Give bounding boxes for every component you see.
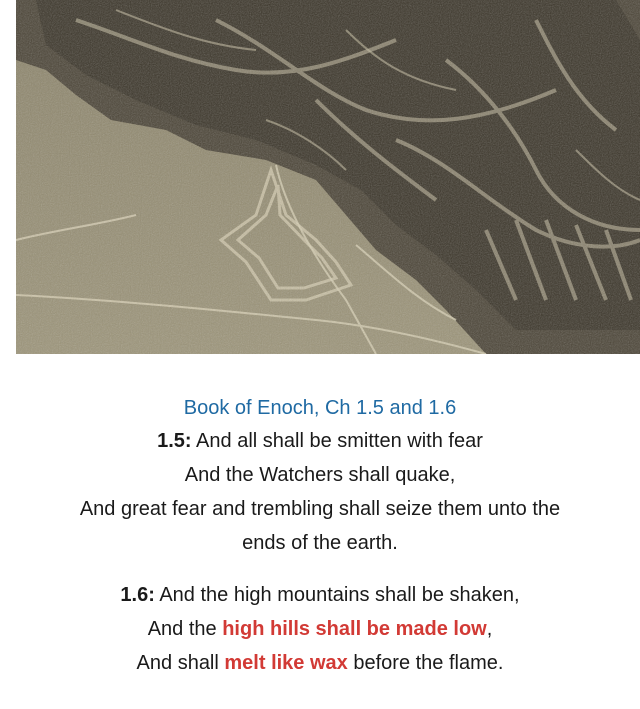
verse-text: before the flame. (347, 652, 504, 674)
highlight-text: melt like wax (224, 652, 348, 674)
verse-text: And all shall be smitten with fear (191, 430, 483, 452)
verse-number: 1.5: (157, 430, 192, 452)
citation-title: Book of Enoch, Ch 1.5 and 1.6 (183, 397, 457, 419)
verse-1-5-line-3: And great fear and trembling shall seize them unto the (79, 498, 561, 520)
verse-1-6-line-3 (0, 646, 640, 680)
verse-1-5-line-4: ends of the earth. (242, 532, 398, 554)
verse-text: And the high mountains shall be shaken, (154, 584, 520, 606)
verse-text: And the (147, 618, 223, 640)
verse-1-6-line-1 (0, 578, 640, 612)
verse-1-6-line-2 (0, 612, 640, 646)
scripture-text (0, 392, 640, 680)
satellite-terrain-photo (16, 0, 640, 354)
verse-number: 1.6: (120, 584, 155, 606)
highlight-text: high hills shall be made low (222, 618, 487, 640)
verse-text: , (486, 618, 493, 640)
verse-text: And shall (136, 652, 225, 674)
verse-1-5-line-1 (0, 424, 640, 458)
verse-1-5-line-2: And the Watchers shall quake, (184, 464, 456, 486)
